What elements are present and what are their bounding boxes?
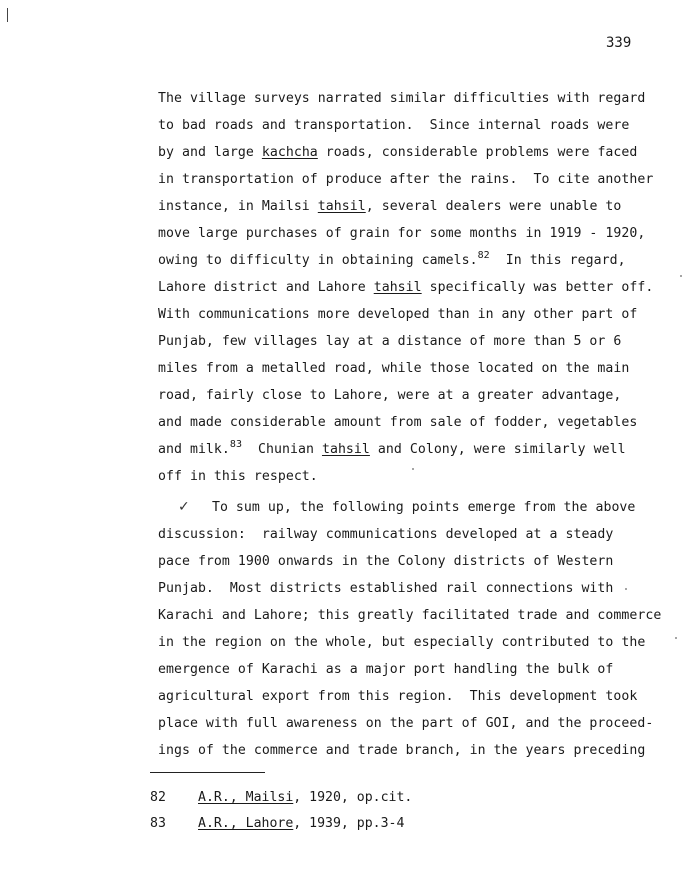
footnote-number: 82 bbox=[150, 790, 166, 805]
body-line: owing to difficulty in obtaining camels.$^{82}$ In this regard, bbox=[158, 250, 626, 268]
body-line: To sum up, the following points emerge from the above bbox=[188, 500, 636, 515]
body-line: pace from 1900 onwards in the Colony districts of Western bbox=[158, 554, 614, 569]
body-line: With communications more developed than in any other part of bbox=[158, 307, 638, 322]
body-line: and milk.$^{83}$ Chunian tahsil and Colony, were similarly well bbox=[158, 439, 626, 457]
body-line: place with full awareness on the part of GOI, and the proceed- bbox=[158, 716, 654, 731]
body-line: emergence of Karachi as a major port handling the bulk of bbox=[158, 662, 614, 677]
footnote-source: A.R., Mailsi bbox=[198, 790, 294, 805]
margin-mark bbox=[7, 8, 8, 22]
underlined-term: tahsil bbox=[321, 442, 370, 457]
body-line: The village surveys narrated similar difficulties with regard bbox=[158, 91, 646, 106]
footnote-source: A.R., Lahore bbox=[198, 816, 294, 831]
body-line: miles from a metalled road, while those located on the main bbox=[158, 361, 630, 376]
footnote-divider bbox=[150, 772, 265, 773]
scan-speck bbox=[675, 637, 677, 639]
page-number: 339 bbox=[606, 35, 632, 51]
scan-speck bbox=[625, 588, 627, 590]
body-line: road, fairly close to Lahore, were at a greater advantage, bbox=[158, 388, 622, 403]
footnote-text: A.R., Mailsi, 1920, op.cit. bbox=[198, 790, 413, 805]
footnote-ref: 82 bbox=[477, 250, 490, 261]
body-line: in the region on the whole, but especially contributed to the bbox=[158, 635, 646, 650]
body-line: discussion: railway communications developed at a steady bbox=[158, 527, 614, 542]
body-line: move large purchases of grain for some months in 1919 - 1920, bbox=[158, 226, 646, 241]
body-line: ings of the commerce and trade branch, in the years preceding bbox=[158, 743, 646, 758]
footnote-number: 83 bbox=[150, 816, 166, 831]
scan-speck bbox=[412, 468, 414, 470]
body-line: Lahore district and Lahore tahsil specifically was better off. bbox=[158, 280, 654, 295]
body-line: and made considerable amount from sale of fodder, vegetables bbox=[158, 415, 638, 430]
body-line: by and large kachcha roads, considerable problems were faced bbox=[158, 145, 638, 160]
scan-speck bbox=[680, 275, 682, 277]
body-line: Punjab, few villages lay at a distance of more than 5 or 6 bbox=[158, 334, 622, 349]
body-line: off in this respect. bbox=[158, 469, 318, 484]
footnote-ref: 83 bbox=[229, 439, 243, 450]
check-mark-icon: ✓ bbox=[178, 499, 190, 515]
underlined-term: tahsil bbox=[373, 280, 422, 295]
footnote-text: A.R., Lahore, 1939, pp.3-4 bbox=[198, 816, 405, 831]
underlined-term: tahsil bbox=[317, 199, 366, 214]
body-line: Punjab. Most districts established rail connections with bbox=[158, 581, 614, 596]
body-line: to bad roads and transportation. Since internal roads were bbox=[158, 118, 630, 133]
body-line: in transportation of produce after the rains. To cite another bbox=[158, 172, 654, 187]
body-line: Karachi and Lahore; this greatly facilitated trade and commerce bbox=[158, 608, 662, 623]
body-line: instance, in Mailsi tahsil, several dealers were unable to bbox=[158, 199, 622, 214]
body-line: agricultural export from this region. This development took bbox=[158, 689, 638, 704]
underlined-term: kachcha bbox=[261, 145, 318, 160]
